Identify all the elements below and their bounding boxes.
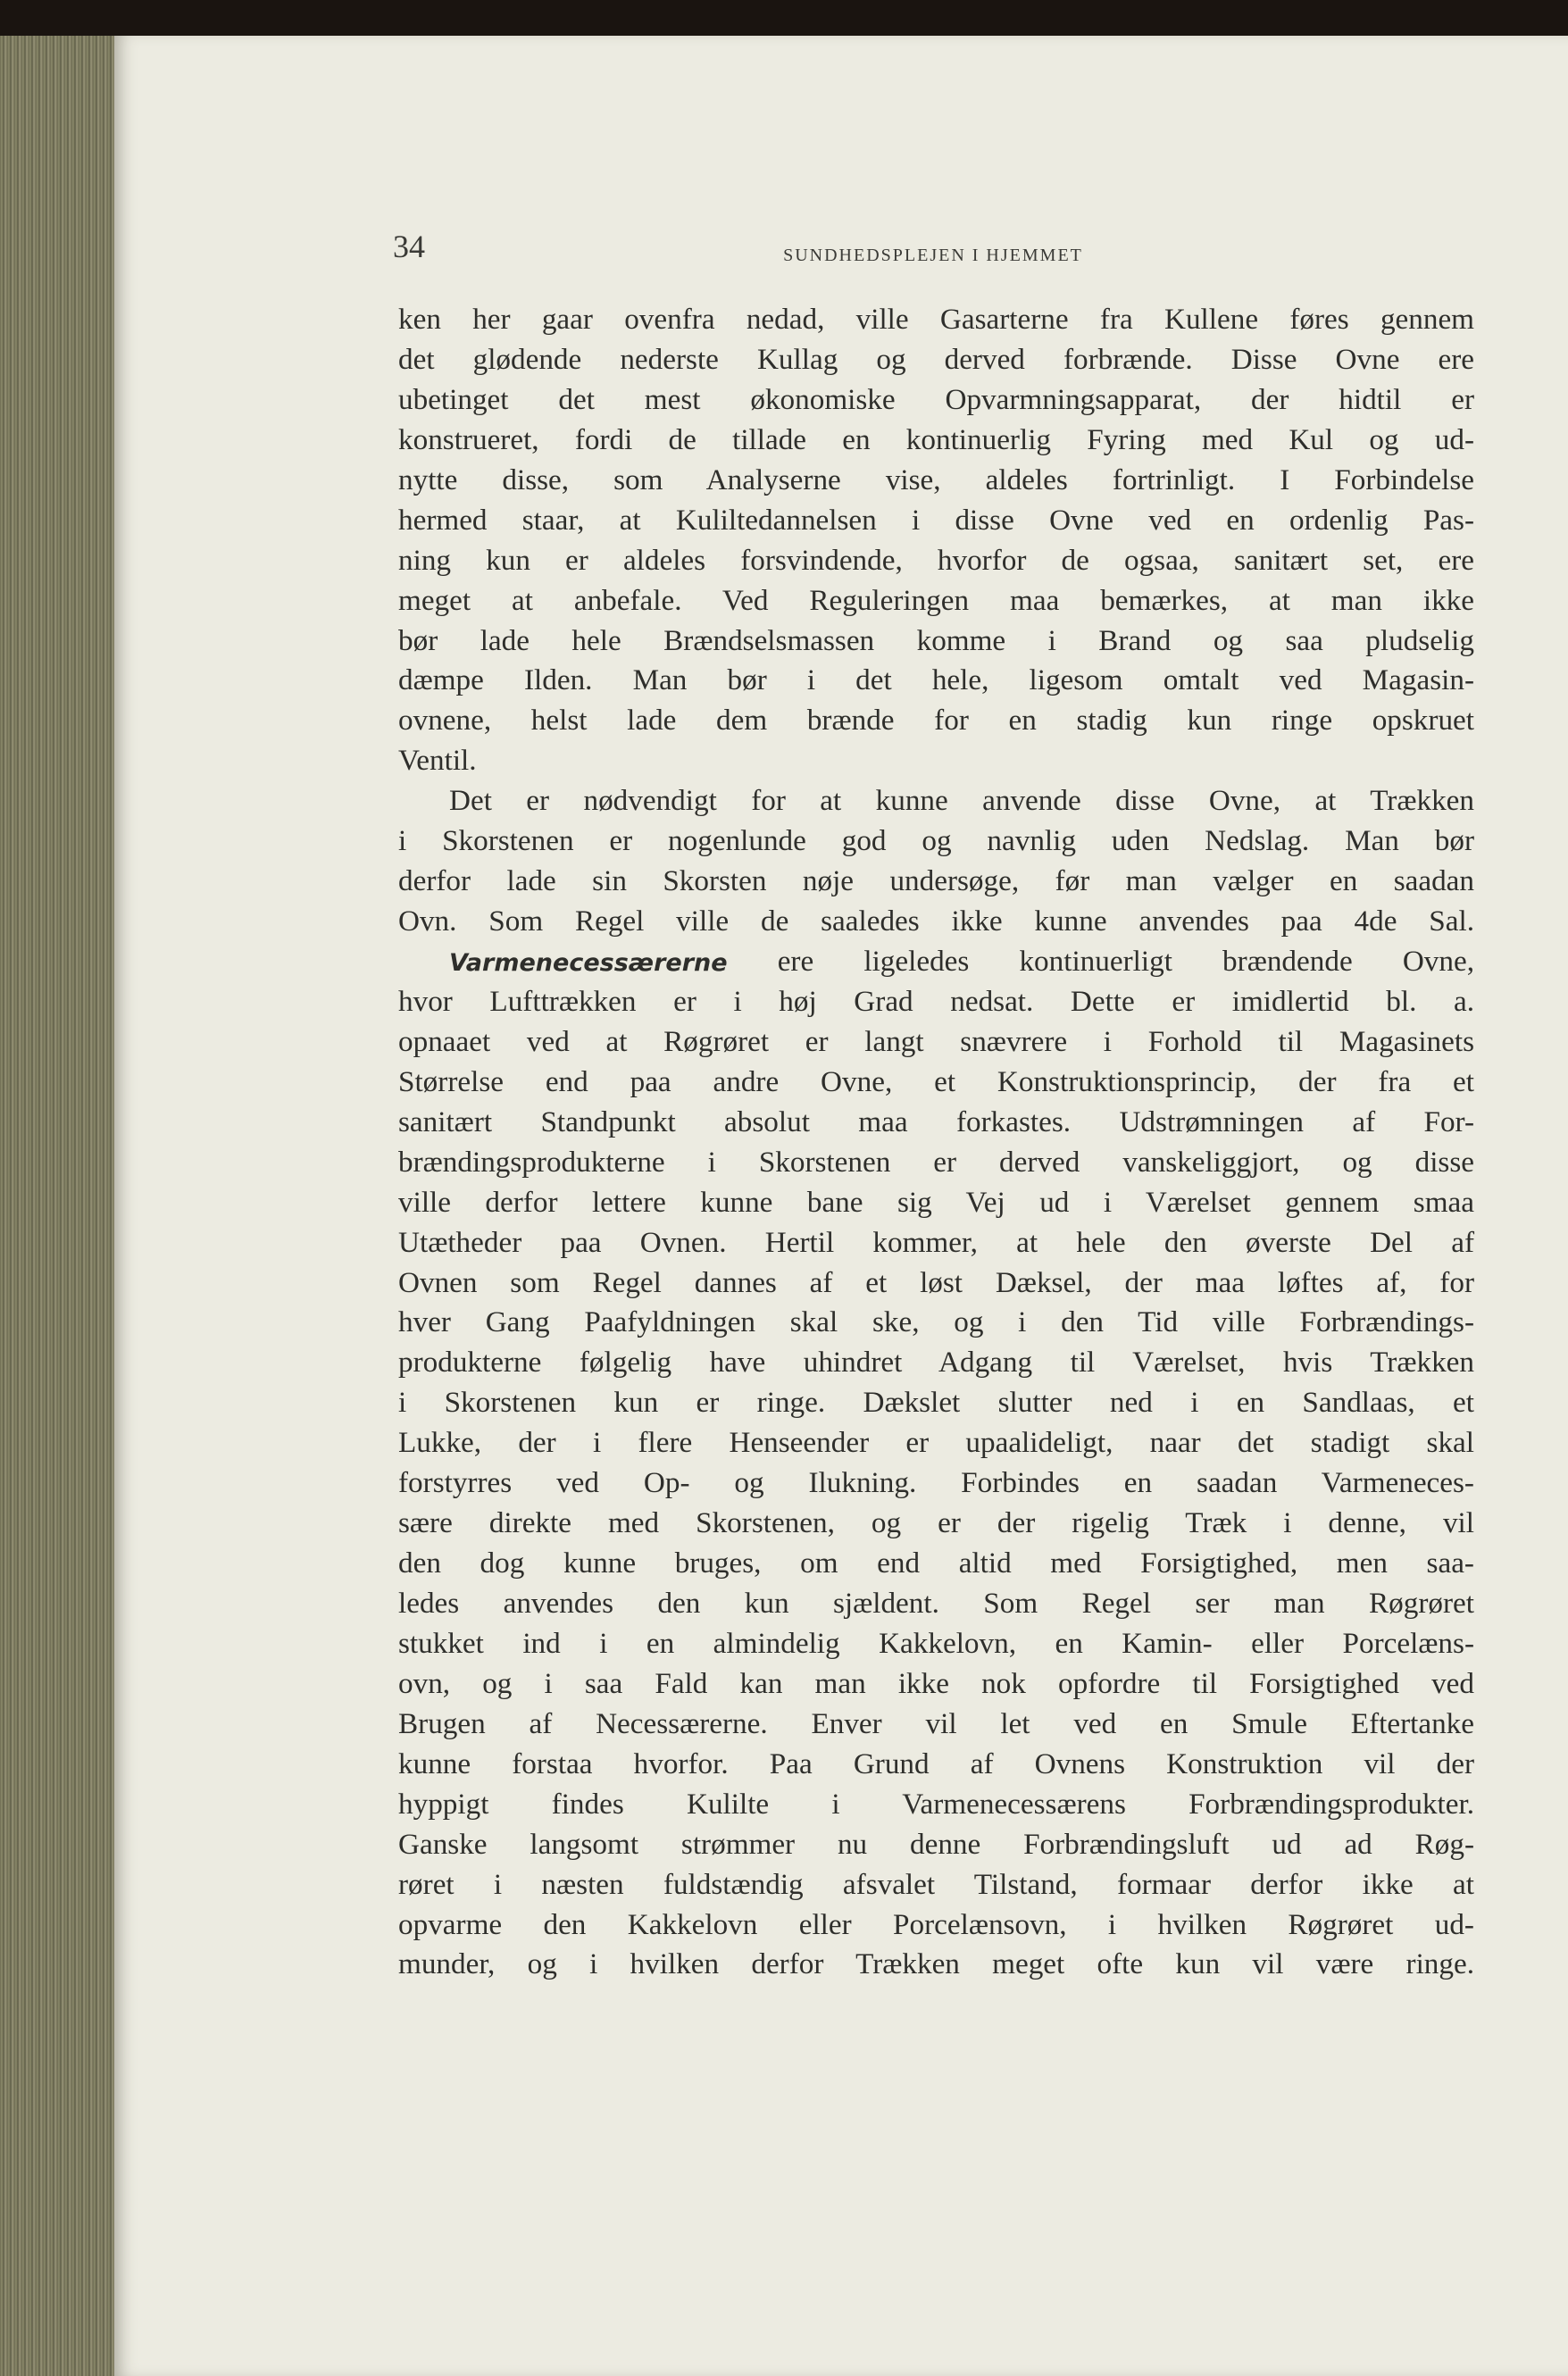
running-title: SUNDHEDSPLEJEN I HJEMMET <box>783 246 1083 265</box>
text-line: Utætheder paa Ovnen. Hertil kommer, at hele den øverste Del af <box>398 1225 1474 1259</box>
text-line: opvarme den Kakkelovn eller Porcelænsovn, i hvilken Røgrøret ud- <box>398 1907 1474 1941</box>
text-line: i Skorstenen er nogenlunde god og navnlig uden Nedslag. Man bør <box>398 824 1474 858</box>
text-line: forstyrres ved Op- og Ilukning. Forbindes en saadan Varmeneces- <box>398 1466 1474 1500</box>
text-line: opnaaet ved at Røgrøret er langt snævrere i Forhold til Magasinets <box>398 1024 1474 1058</box>
text-line: hermed staar, at Kuliltedannelsen i disse Ovne ved en ordenlig Pas- <box>398 503 1474 537</box>
text-line: munder, og i hvilken derfor Trækken meget ofte kun vil være ringe. <box>398 1947 1474 1981</box>
text-line: ville derfor lettere kunne bane sig Vej ud i Værelset gennem smaa <box>398 1185 1474 1219</box>
text-line: ubetinget det mest økonomiske Opvarmningsapparat, der hidtil er <box>398 382 1474 416</box>
text-line: ning kun er aldeles forsvindende, hvorfor de ogsaa, sanitært set, ere <box>398 543 1474 577</box>
paragraph <box>398 300 1474 781</box>
text-line: stukket ind i en almindelig Kakkelovn, en Kamin- eller Porcelæns- <box>398 1626 1474 1660</box>
text-line: sære direkte med Skorstenen, og er der rigelig Træk i denne, vil <box>398 1506 1474 1540</box>
paragraph <box>398 781 1474 942</box>
text-line: Ventil. <box>398 744 477 778</box>
text-line: røret i næsten fuldstændig afsvalet Tilstand, formaar derfor ikke at <box>398 1867 1474 1901</box>
text-line: nytte disse, som Analyserne vise, aldeles fortrinligt. I Forbindelse <box>398 463 1474 496</box>
book-page-edges <box>0 36 118 2376</box>
text-line: hvor Lufttrækken er i høj Grad nedsat. Dette er imidlertid bl. a. <box>398 984 1474 1018</box>
text-line: hyppigt findes Kulilte i Varmenecessærens Forbrændingsprodukter. <box>398 1787 1474 1821</box>
text-line: Størrelse end paa andre Ovne, et Konstruktionsprincip, der fra et <box>398 1064 1474 1098</box>
text-line: sanitært Standpunkt absolut maa forkastes. Udstrømningen af For- <box>398 1105 1474 1138</box>
text-line: ledes anvendes den kun sjældent. Som Regel ser man Røgrøret <box>398 1587 1474 1620</box>
text-line: Det er nødvendigt for at kunne anvende disse Ovne, at Trækken <box>449 784 1474 818</box>
text-line: derfor lade sin Skorsten nøje undersøge, før man vælger en saadan <box>398 864 1474 898</box>
page-header <box>393 228 1473 281</box>
text-line: kunne forstaa hvorfor. Paa Grund af Ovnens Konstruktion vil der <box>398 1747 1474 1780</box>
text-line: den dog kunne bruges, om end altid med Forsigtighed, men saa- <box>398 1546 1474 1580</box>
text-line: hver Gang Paafyldningen skal ske, og i den Tid ville Forbrændings- <box>398 1305 1474 1339</box>
text-line: bør lade hele Brændselsmassen komme i Brand og saa pludselig <box>398 623 1474 657</box>
text-line: Ganske langsomt strømmer nu denne Forbrændingsluft ud ad Røg- <box>398 1827 1474 1861</box>
page-number: 34 <box>393 229 425 264</box>
text-line: brændingsprodukterne i Skorstenen er derved vanskeliggjort, og disse <box>398 1145 1474 1179</box>
text-line: dæmpe Ilden. Man bør i det hele, ligesom omtalt ved Magasin- <box>398 663 1474 697</box>
text-line: Brugen af Necessærerne. Enver vil let ved en Smule Eftertanke <box>398 1706 1474 1740</box>
paragraph <box>398 942 1474 1985</box>
text-line: konstrueret, fordi de tillade en kontinuerlig Fyring med Kul og ud- <box>398 422 1474 456</box>
text-line-rest: ere ligeledes kontinuerligt brændende Ovne, <box>777 945 1475 978</box>
text-line: ovn, og i saa Fald kan man ikke nok opfordre til Forsigtighed ved <box>398 1666 1474 1700</box>
text-line: i Skorstenen kun er ringe. Dækslet slutter ned i en Sandlaas, et <box>398 1386 1474 1420</box>
text-line <box>398 942 1474 982</box>
text-line: produkterne følgelig have uhindret Adgang til Værelset, hvis Trækken <box>398 1346 1474 1380</box>
text-line: ovnene, helst lade dem brænde for en stadig kun ringe opskruet <box>398 704 1474 738</box>
text-line: ken her gaar ovenfra nedad, ville Gasarterne fra Kullene føres gennem <box>398 303 1474 336</box>
text-line: meget at anbefale. Ved Reguleringen maa bemærkes, at man ikke <box>398 583 1474 617</box>
text-line: Ovnen som Regel dannes af et løst Dæksel, der maa løftes af, for <box>398 1265 1474 1299</box>
text-line: Lukke, der i flere Henseender er upaalideligt, naar det stadigt skal <box>398 1426 1474 1460</box>
text-line: det glødende nederste Kullag og derved forbrænde. Disse Ovne ere <box>398 342 1474 376</box>
emphasized-term: Varmenecessærerne <box>449 949 728 977</box>
text-line: Ovn. Som Regel ville de saaledes ikke kunne anvendes paa 4de Sal. <box>398 905 1474 938</box>
body-text <box>398 300 1474 1985</box>
